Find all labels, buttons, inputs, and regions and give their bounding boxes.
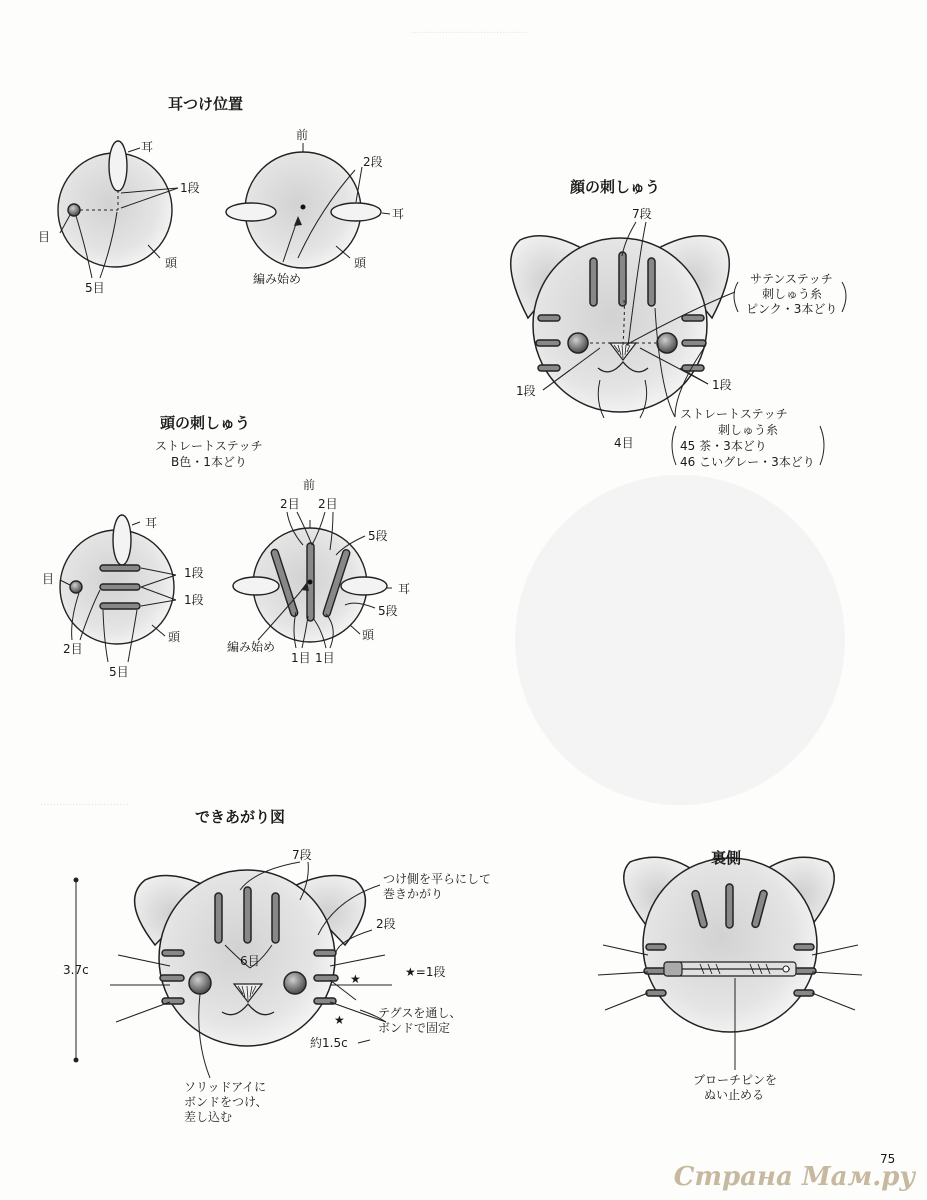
stitch4-label: 4目 [614, 436, 634, 450]
head-label: 頭 [165, 256, 178, 270]
finished-title: できあがり図 [195, 808, 286, 826]
stitch2a-label: 2目 [280, 497, 300, 511]
ear-label-3: 耳 [398, 582, 411, 596]
row1-left-label: 1段 [516, 384, 536, 398]
ear-label-right: 耳 [392, 207, 405, 221]
stitch5-label: 5目 [85, 281, 105, 295]
head-label-2: 頭 [168, 630, 181, 644]
stitch1b-label: 1目 [315, 651, 335, 665]
satin-stitch-label: サテンステッチ [750, 272, 833, 286]
head-label-right: 頭 [354, 256, 367, 270]
head-label-3: 頭 [362, 628, 375, 642]
row7-label: 7段 [632, 207, 652, 221]
front-label-2: 前 [303, 478, 316, 492]
whipstitch-label: 巻きかがり [383, 887, 444, 901]
ear-position-title: 耳つけ位置 [168, 95, 244, 113]
front-label: 前 [296, 128, 309, 142]
about-size-label: 約1.5c [310, 1036, 348, 1050]
row2-finished-label: 2段 [376, 917, 396, 931]
star-mark-1: ★ [350, 972, 361, 986]
row1b-label: 1段 [184, 593, 204, 607]
ghost-text: ····································· [410, 28, 528, 39]
row2-label: 2段 [363, 155, 383, 169]
head-embroidery-title: 頭の刺しゅう [160, 414, 251, 432]
back-side-cat [598, 857, 862, 1070]
start-label: 編み始め [253, 272, 302, 286]
sew-label: ぬい止める [704, 1088, 765, 1102]
insert-label: 差し込む [184, 1110, 233, 1124]
face-embroidery-title: 顔の刺しゅう [570, 178, 661, 196]
eye-label-2: 目 [42, 572, 55, 586]
pink-thread-label: ピンク・3本どり [746, 302, 838, 316]
ear-position-left [58, 141, 178, 278]
row5b-label: 5段 [378, 604, 398, 618]
ghost-circle [515, 475, 845, 805]
row1a-label: 1段 [184, 566, 204, 580]
head-emb-left [60, 515, 176, 662]
eye-label: 目 [38, 230, 51, 244]
watermark: Страна Мам.ру [673, 1162, 915, 1192]
stitch6-label: 6目 [240, 954, 260, 968]
stitch2b-label: 2目 [318, 497, 338, 511]
color-b-label: B色・1本どり [171, 455, 247, 469]
brown-thread-label: 45 茶・3本どり [680, 439, 767, 453]
face-embroidery-cat [511, 222, 846, 465]
thread-label: 刺しゅう糸 [762, 287, 823, 301]
straight-stitch-face-label: ストレートステッチ [680, 407, 788, 421]
row1-label: 1段 [180, 181, 200, 195]
row5a-label: 5段 [368, 529, 388, 543]
back-side-title: 裏側 [711, 849, 742, 867]
brooch-pin-label: ブローチピンを [693, 1073, 778, 1087]
flat-side-label: つけ側を平らにして [383, 872, 492, 886]
start-label-2: 編み始め [227, 640, 276, 654]
ghost-text: ···························· [40, 800, 130, 811]
solid-eye-label: ソリッドアイに [184, 1080, 267, 1094]
glue-fix-label: ボンドで固定 [378, 1021, 451, 1035]
grey-thread-label: 46 こいグレー・3本どり [680, 455, 815, 469]
thread-face-label: 刺しゅう糸 [718, 423, 779, 437]
stitch1a-label: 1目 [291, 651, 311, 665]
stitch5-label-2: 5目 [109, 665, 129, 679]
row7-finished-label: 7段 [292, 848, 312, 862]
star-legend-label: ★=1段 [405, 965, 446, 979]
size-label: 3.7c [63, 963, 89, 977]
glue-eye-label: ボンドをつけ、 [184, 1095, 268, 1109]
fishing-line-label: テグスを通し、 [378, 1006, 462, 1020]
row1-right-label: 1段 [712, 378, 732, 392]
straight-stitch-label: ストレートステッチ [155, 439, 263, 453]
star-mark-2: ★ [334, 1013, 345, 1027]
page-number: 75 [880, 1152, 896, 1166]
stitch2-label: 2目 [63, 642, 83, 656]
ear-label: 耳 [141, 140, 154, 154]
ear-label-2: 耳 [145, 516, 158, 530]
